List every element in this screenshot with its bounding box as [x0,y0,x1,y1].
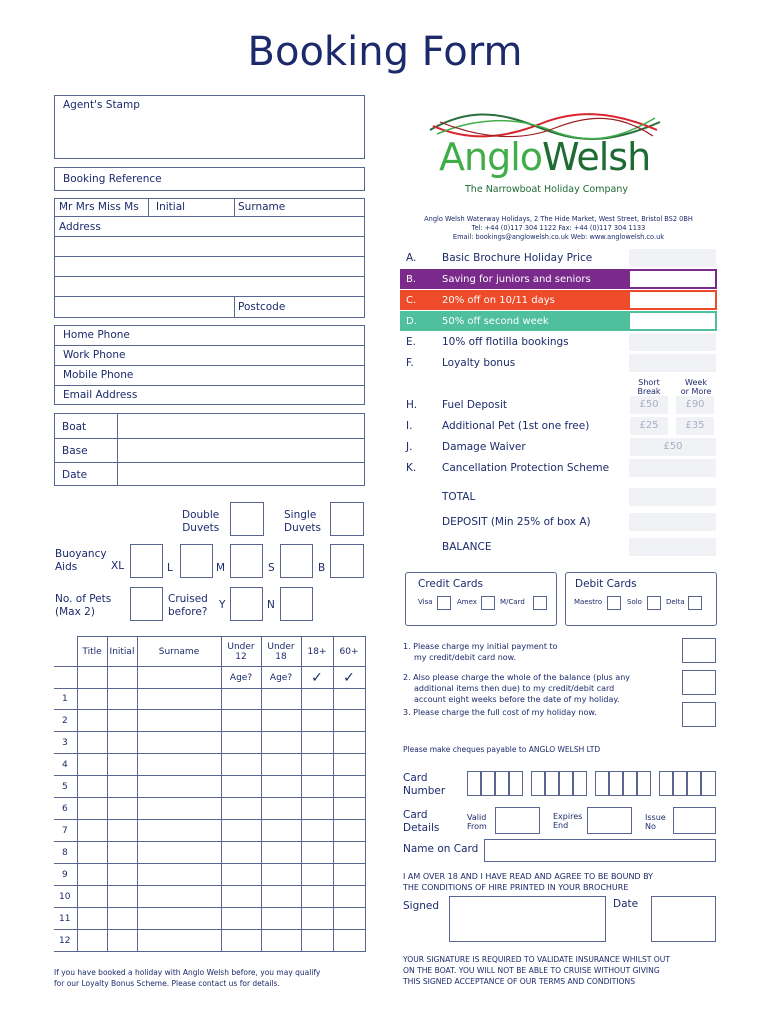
row-number: 3 [54,732,77,754]
solo-label: Solo [627,598,642,606]
check-icon: ✓ [333,667,365,689]
company-phone: Tel: +44 (0)117 304 1122 Fax: +44 (0)117 304 1133 [471,224,646,232]
agents-stamp-label: Agent's Stamp [63,99,140,111]
size-b-label: B [318,562,326,574]
deposit-amount[interactable] [629,513,716,531]
title-options: Mr Mrs Miss Ms [59,201,139,213]
single-duvets-box[interactable] [330,502,364,536]
company-email: Email: bookings@anglowelsh.co.uk Web: www.anglowelsh.co.uk [452,233,665,241]
name-on-card-label: Name on Card [403,843,479,855]
balance-label: BALANCE [442,541,492,553]
size-s-box[interactable] [280,544,313,578]
solo-checkbox[interactable] [647,596,661,610]
issue-no-label: Issue No [645,813,666,831]
delta-label: Delta [666,598,685,606]
item-a-label: Basic Brochure Holiday Price [442,252,593,264]
booking-reference-label: Booking Reference [63,173,162,185]
buoyancy-aids-label: Buoyancy Aids [55,548,107,573]
item-e-letter: E. [406,336,416,348]
expires-end-field[interactable] [587,807,632,834]
card-number-digit[interactable] [659,771,673,796]
col-18plus: 18+ [301,637,333,667]
card-number-digit[interactable] [481,771,495,796]
size-l-box[interactable] [180,544,213,578]
row-number: 11 [54,908,77,930]
amex-checkbox[interactable] [481,596,495,610]
agreement-text: I AM OVER 18 AND I HAVE READ AND AGREE TO BE BOUND BY THE CONDITIONS OF HIRE PRINTED IN YOUR BROCHURE [403,872,654,892]
item-j-letter: J. [406,441,413,453]
payment-option-2: 2. Also please charge the whole of the balance (plus any additional items then due) to my credit/debit card account eight weeks before the date of my holiday. [403,673,631,704]
loyalty-note: If you have booked a holiday with Anglo Welsh before, you may qualify for our Loyalty Bonus Scheme. Please contact us for details. [54,968,321,988]
initial-label: Initial [156,201,186,213]
boat-details-block[interactable] [54,413,365,486]
surname-label: Surname [238,201,286,213]
item-i-label: Additional Pet (1st one free) [442,420,590,432]
row-number: 9 [54,864,77,886]
card-number-digit[interactable] [673,771,687,796]
item-h-letter: H. [406,399,418,411]
card-number-digit[interactable] [495,771,509,796]
payment-option-3: 3. Please charge the full cost of my holiday now. [403,708,597,717]
fuel-deposit-week: £90 [676,396,714,414]
deposit-label: DEPOSIT (Min 25% of box A) [442,516,591,528]
cruised-yes-box[interactable] [230,587,263,621]
col-under12: Under 12 [221,637,261,667]
item-d-label: 50% off second week [442,316,549,327]
cruised-yes-label: Y [219,599,226,611]
short-break-header: Short Break [637,378,661,396]
signature-date-field[interactable] [651,896,716,942]
item-d-band [400,311,717,331]
logo-anglo: Anglo [439,135,543,179]
insurance-note: YOUR SIGNATURE IS REQUIRED TO VALIDATE INSURANCE WHILST OUT ON THE BOAT. YOU WILL NOT BE ABLE TO CRUISE WITHOUT GIVING THIS SIGNED ACCEPTANCE OF OUR TERMS AND CONDITIONS [403,955,670,986]
item-b-letter: B. [406,274,417,285]
balance-amount[interactable] [629,538,716,556]
credit-cards-label: Credit Cards [418,578,483,590]
valid-from-label: Valid From [467,813,487,831]
card-number-digit[interactable] [559,771,573,796]
name-on-card-field[interactable] [484,839,716,862]
logo-tagline: The Narrowboat Holiday Company [465,184,628,195]
card-number-digit[interactable] [595,771,609,796]
item-j-label: Damage Waiver [442,441,526,453]
row-number: 1 [54,689,77,710]
home-phone-label: Home Phone [63,329,130,341]
card-number-digit[interactable] [701,771,716,796]
logo-welsh: Welsh [542,135,651,179]
item-f-letter: F. [406,357,414,369]
card-number-label: Card Number [403,772,446,797]
item-f-amount[interactable] [629,354,716,372]
item-f-label: Loyalty bonus [442,357,516,369]
size-xl-box[interactable] [130,544,163,578]
anglo-welsh-logo [425,108,665,203]
delta-checkbox[interactable] [688,596,702,610]
cruised-no-box[interactable] [280,587,313,621]
row-number: 8 [54,842,77,864]
damage-waiver-amount: £50 [630,438,716,456]
signed-label: Signed [403,900,440,912]
cruised-no-label: N [267,599,275,611]
size-m-label: M [216,562,226,574]
page-title: Booking Form [247,29,523,75]
debit-cards-label: Debit Cards [575,578,637,590]
fuel-deposit-short: £50 [630,396,668,414]
valid-from-field[interactable] [495,807,540,834]
item-c-amount[interactable] [630,292,715,308]
col-60plus: 60+ [333,637,365,667]
payment-option-2-checkbox[interactable] [682,670,716,695]
card-number-digit[interactable] [509,771,523,796]
item-d-amount[interactable] [630,313,715,329]
row-number: 12 [54,930,77,952]
card-number-digit[interactable] [545,771,559,796]
crew-table [54,636,366,952]
age-prompt: Age? [221,667,261,689]
company-address: Anglo Welsh Waterway Holidays, 2 The Hide Market, West Street, Bristol BS2 0BH [424,215,693,223]
size-l-label: L [167,562,173,574]
visa-label: Visa [418,598,433,606]
payment-option-1-checkbox[interactable] [682,638,716,663]
col-initial: Initial [107,637,137,667]
maestro-label: Maestro [574,598,603,606]
boat-label: Boat [62,421,87,433]
row-number: 5 [54,776,77,798]
total-amount[interactable] [629,488,716,506]
maestro-checkbox[interactable] [607,596,621,610]
card-details-label: Card Details [403,809,440,834]
date-label: Date [62,469,88,481]
item-c-band [400,290,717,310]
row-number: 10 [54,886,77,908]
cancellation-amount[interactable] [629,459,716,477]
item-k-letter: K. [406,462,417,474]
age-prompt: Age? [261,667,301,689]
item-c-letter: C. [406,295,417,306]
row-number: 6 [54,798,77,820]
base-label: Base [62,445,88,457]
col-surname: Surname [137,637,221,667]
pets-box[interactable] [130,587,163,621]
item-b-label: Saving for juniors and seniors [442,274,591,285]
card-number-digit[interactable] [687,771,701,796]
pets-label: No. of Pets (Max 2) [55,593,112,618]
payment-option-1: 1. Please charge my initial payment to my credit/debit card now. [403,642,558,662]
item-a-letter: A. [406,252,417,264]
payment-option-3-checkbox[interactable] [682,702,716,727]
item-b-band [400,269,717,289]
mcard-checkbox[interactable] [533,596,547,610]
item-b-amount[interactable] [630,271,715,287]
single-duvets-label: Single Duvets [284,509,322,534]
pet-short: £25 [630,417,668,435]
total-label: TOTAL [442,491,476,503]
signature-date-label: Date [613,898,639,910]
size-xl-label: XL [111,560,125,572]
row-number: 2 [54,710,77,732]
work-phone-label: Work Phone [63,349,126,361]
mobile-phone-label: Mobile Phone [63,369,134,381]
mcard-label: M/Card [500,598,525,606]
card-number-digit[interactable] [637,771,651,796]
cruised-before-label: Cruised before? [168,593,208,618]
col-under18: Under 18 [261,637,301,667]
week-header: Week or More [680,378,712,396]
card-number-digit[interactable] [609,771,623,796]
item-k-label: Cancellation Protection Scheme [442,462,610,474]
row-number: 7 [54,820,77,842]
item-h-label: Fuel Deposit [442,399,507,411]
address-label: Address [59,221,101,233]
item-a-amount[interactable] [629,249,716,267]
item-c-label: 20% off on 10/11 days [442,295,555,306]
issue-no-field[interactable] [673,807,716,834]
signature-field[interactable] [449,896,606,942]
visa-checkbox[interactable] [437,596,451,610]
card-number-digit[interactable] [623,771,637,796]
size-s-label: S [268,562,275,574]
double-duvets-box[interactable] [230,502,264,536]
item-i-letter: I. [406,420,413,432]
email-address-label: Email Address [63,389,138,401]
double-duvets-label: Double Duvets [182,509,220,534]
check-icon: ✓ [301,667,333,689]
item-e-amount[interactable] [629,333,716,351]
pet-week: £35 [676,417,714,435]
item-e-label: 10% off flotilla bookings [442,336,569,348]
cheques-note: Please make cheques payable to ANGLO WELSH LTD [403,745,601,754]
item-d-letter: D. [406,316,417,327]
card-number-digit[interactable] [573,771,587,796]
card-number-digit[interactable] [467,771,481,796]
card-number-digit[interactable] [531,771,545,796]
postcode-label: Postcode [238,301,286,313]
expires-end-label: Expires End [553,812,583,830]
size-b-box[interactable] [330,544,364,578]
row-number: 4 [54,754,77,776]
amex-label: Amex [457,598,477,606]
col-title: Title [77,637,107,667]
size-m-box[interactable] [230,544,263,578]
